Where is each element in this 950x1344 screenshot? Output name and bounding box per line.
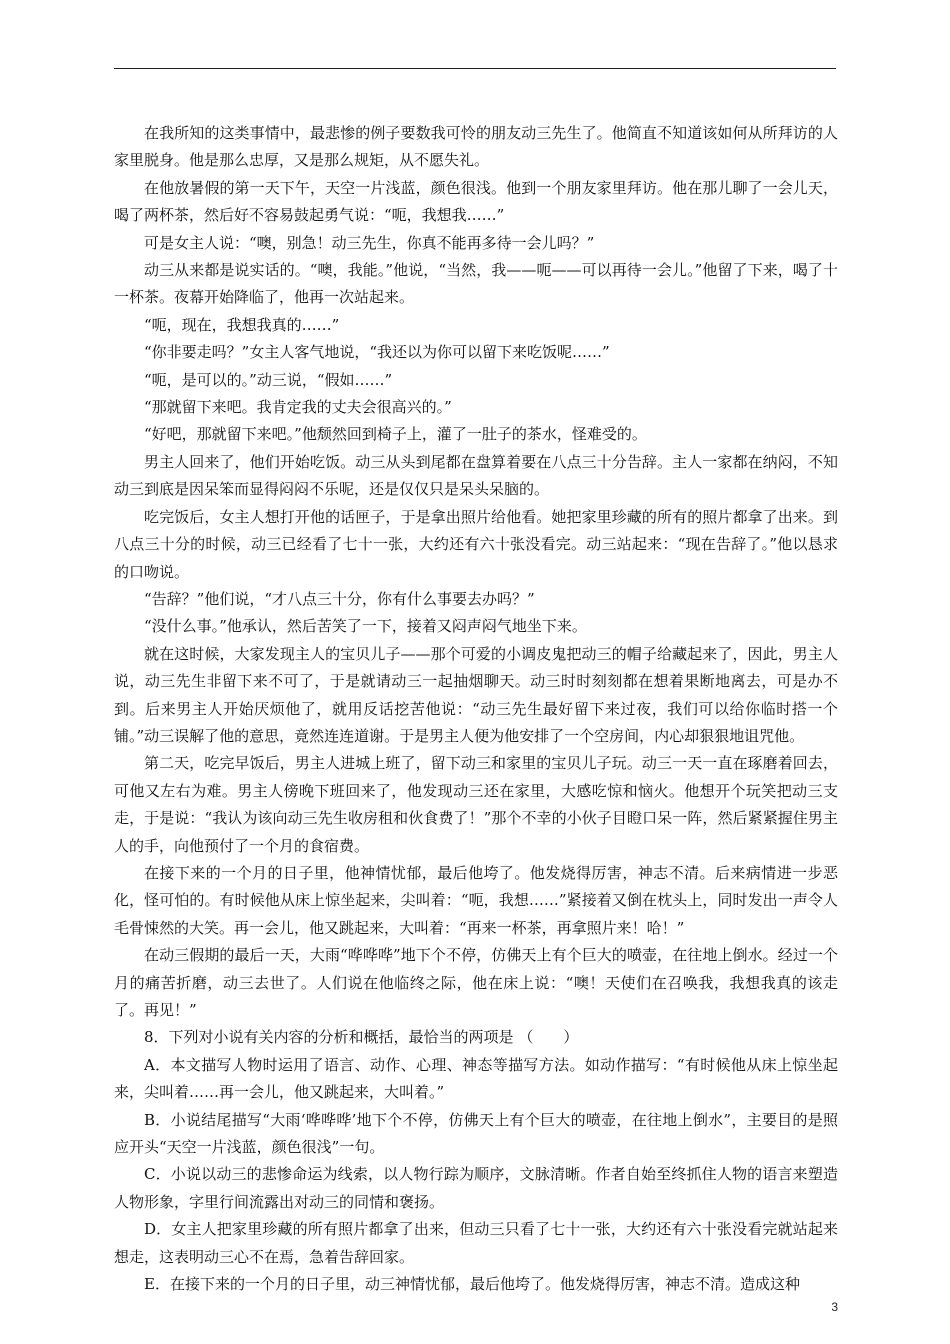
option-d: D．女主人把家里珍藏的所有照片都拿了出来，但动三只看了七十一张，大约还有六十张没看完就站起来想走，这表明动三心不在焉，急着告辞回家。: [114, 1220, 838, 1266]
paragraph: 动三从来都是说实话的。“噢，我能。”他说，“当然，我——呃——可以再待一会儿。”他留了下来，喝了十一杯茶。夜幕开始降临了，他再一次站起来。: [114, 261, 838, 307]
article-body: [114, 120, 838, 1298]
paragraph: 第二天，吃完早饭后，男主人进城上班了，留下动三和家里的宝贝儿子玩。动三一天一直在琢磨着回去，可他又左右为难。男主人傍晚下班回来了，他发现动三还在家里，大感吃惊和恼火。他想开个玩笑把动三支走，于是说：“我认为该向动三先生收房租和伙食费了！”那个不幸的小伙子目瞪口呆一阵，然后紧紧握住男主人的手，向他预付了一个月的食宿费。: [114, 754, 838, 855]
paragraph: 就在这时候，大家发现主人的宝贝儿子——那个可爱的小调皮鬼把动三的帽子给藏起来了，因此，男主人说，动三先生非留下来不可了，于是就请动三一起抽烟聊天。动三时时刻刻都在想着果断地离去，可是办不到。后来男主人开始厌烦他了，就用反话挖苦他说：“动三先生最好留下来过夜，我们可以给你临时搭一个铺。”动三误解了他的意思，竟然连连道谢。于是男主人便为他安排了一个空房间，内心却狠狠地诅咒他。: [114, 644, 838, 745]
paragraph: “呃，是可以的。”动三说，“假如……”: [144, 370, 393, 389]
question-stem: 8．下列对小说有关内容的分析和概括，最恰当的两项是 （ ）: [144, 1028, 579, 1047]
paragraph: “那就留下来吧。我肯定我的丈夫会很高兴的。”: [144, 398, 452, 417]
paragraph: 可是女主人说：“噢，别急！动三先生，你真不能再多待一会儿吗？”: [144, 233, 595, 252]
paragraph: “呃，现在，我想我真的……”: [144, 315, 340, 334]
paragraph: “告辞？”他们说，“才八点三十分，你有什么事要去办吗？”: [144, 589, 535, 608]
option-b: B．小说结尾描写“大雨‘哗哗哗’地下个不停，仿佛天上有个巨大的喷壶，在往地上倒水”，主要目的是照应开头“天空一片浅蓝，颜色很浅”一句。: [114, 1110, 838, 1157]
paragraph: 在动三假期的最后一天，大雨“哗哗哗”地下个不停，仿佛天上有个巨大的喷壶，在往地上倒水。经过一个月的痛苦折磨，动三去世了。人们说在他临终之际，他在床上说：“噢！天使们在召唤我，我想我真的该走了。再见！”: [114, 946, 838, 1019]
option-a: A．本文描写人物时运用了语言、动作、心理、神态等描写方法。如动作描写：“有时候他从床上惊坐起来，尖叫着……再一会儿，他又跳起来，大叫着。”: [114, 1055, 838, 1102]
paragraph: “你非要走吗？”女主人客气地说，“我还以为你可以留下来吃饭呢……”: [144, 343, 610, 362]
paragraph: 在我所知的这类事情中，最悲惨的例子要数我可怜的朋友动三先生了。他简直不知道该如何从所拜访的人家里脱身。他是那么忠厚，又是那么规矩，从不愿失礼。: [114, 124, 838, 170]
paragraph: “好吧，那就留下来吧。”他颓然回到椅子上，灌了一肚子的茶水，怪难受的。: [144, 425, 647, 444]
page-number: 3: [831, 1300, 838, 1314]
option-e: E．在接下来的一个月的日子里，动三神情忧郁，最后他垮了。他发烧得厉害，神志不清。造成这种: [144, 1275, 800, 1294]
paragraph: “没什么事。”他承认，然后苦笑了一下，接着又闷声闷气地坐下来。: [144, 617, 587, 636]
paragraph: 在他放暑假的第一天下午，天空一片浅蓝，颜色很浅。他到一个朋友家里拜访。他在那儿聊了一会儿天，喝了两杯茶，然后好不容易鼓起勇气说：“呃，我想我……”: [114, 178, 838, 225]
paragraph: 男主人回来了，他们开始吃饭。动三从头到尾都在盘算着要在八点三十分告辞。主人一家都在纳闷，不知动三到底是因呆笨而显得闷闷不乐呢，还是仅仅只是呆头呆脑的。: [114, 452, 838, 499]
option-c: C．小说以动三的悲惨命运为线索，以人物行踪为顺序，文脉清晰。作者自始至终抓住人物的语言来塑造人物形象，字里行间流露出对动三的同情和褒扬。: [114, 1165, 838, 1211]
paragraph: 吃完饭后，女主人想打开他的话匣子，于是拿出照片给他看。她把家里珍藏的所有的照片都拿了出来。到八点三十分的时候，动三已经看了七十一张，大约还有六十张没看完。动三站起来：“现在告辞了。”他以恳求的口吻说。: [114, 507, 838, 581]
paragraph: 在接下来的一个月的日子里，他神情忧郁，最后他垮了。他发烧得厉害，神志不清。后来病情进一步恶化，怪可怕的。有时候他从床上惊坐起来，尖叫着：“呃，我想……”紧接着又倒在枕头上，同时发出一声令人毛骨悚然的大笑。再一会儿，他又跳起来，大叫着：“再来一杯茶，再拿照片来！哈！”: [114, 863, 838, 937]
header-rule: [114, 68, 836, 69]
